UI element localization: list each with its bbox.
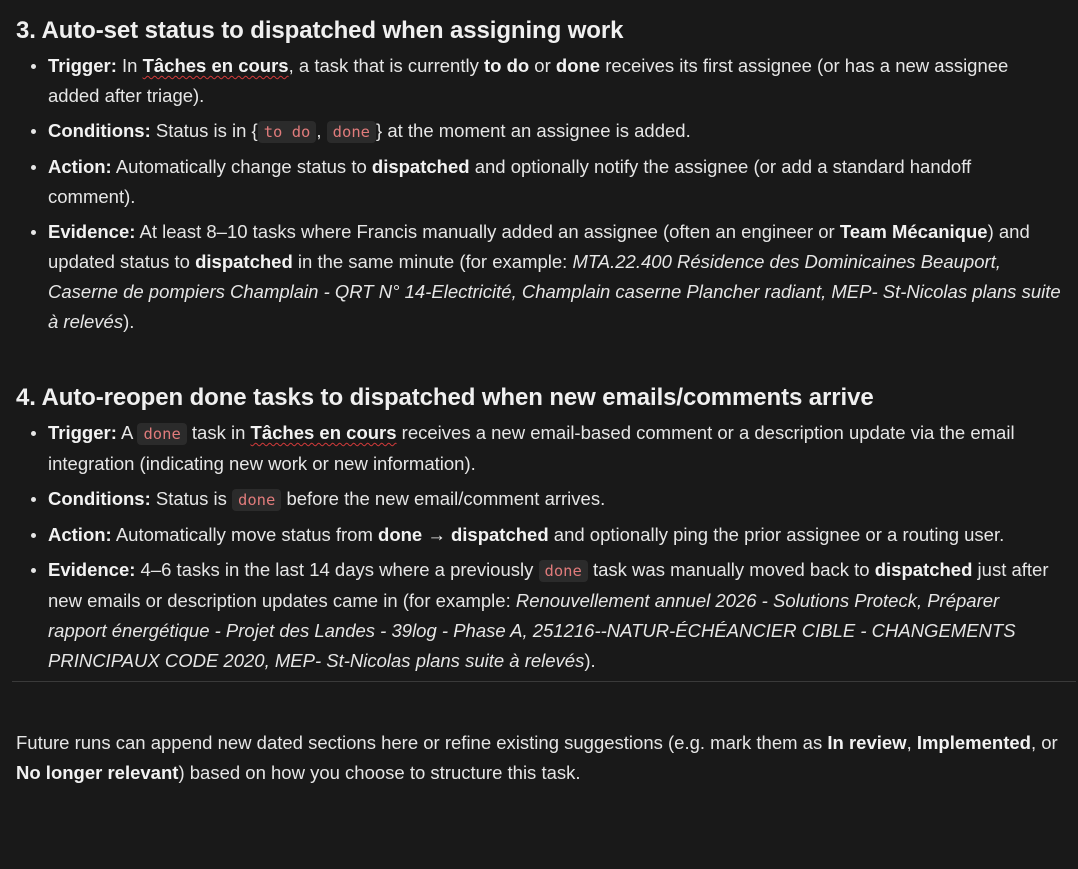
list-item-action: • Action: Automatically change status to dispatched and optionally notify the assignee (or add a standard handoff comment). (48, 152, 1062, 212)
example-tasks: MTA.22.400 Résidence des Dominicaines Beauport, Caserne de pompiers Champlain - QRT N° 14-Electricité, Champlain caserne Plancher radiant, MEP- St-Nicolas plans suite à relevés (48, 251, 1061, 332)
footer-note: Future runs can append new dated sections here or refine existing suggestions (e.g. mark them as In review, Implemented, or No longer relevant) based on how you choose to structure this task. (16, 732, 1058, 783)
status-code-done: done (539, 560, 588, 582)
list-name: Tâches en cours (142, 55, 289, 76)
item-label: Conditions: (48, 120, 151, 141)
list-item-conditions: • Conditions: Status is done before the new email/comment arrives. (48, 484, 1062, 515)
item-label: Evidence: (48, 559, 136, 580)
list-name: Tâches en cours (250, 422, 397, 443)
bullet-list (16, 51, 1062, 337)
status-dispatched: dispatched (371, 156, 470, 177)
status-done: done (555, 55, 601, 76)
status-to-do: to do (483, 55, 530, 76)
example-tasks: Renouvellement annuel 2026 - Solutions Proteck, Préparer rapport énergétique - Projet des Landes - 39log - Phase A, 251216--NATUR-ÉCHÉANCIER CIBLE - CHANGEMENTS PRINCIPAUX CODE 2020, MEP- St-Nicolas plans suite à relevés (48, 590, 1016, 671)
section-heading: 4. Auto-reopen done tasks to dispatched when new emails/comments arrive (16, 384, 874, 411)
item-label: Evidence: (48, 221, 136, 242)
item-label: Action: (48, 156, 112, 177)
status-in-review: In review (827, 732, 907, 753)
bullet-list (16, 418, 1062, 676)
item-label: Conditions: (48, 488, 151, 509)
status-no-longer-relevant: No longer relevant (16, 762, 179, 783)
status-implemented: Implemented (916, 732, 1031, 753)
status-code-done: done (232, 489, 281, 511)
team-name: Team Mécanique (839, 221, 988, 242)
section-auto-reopen-done (16, 381, 1062, 676)
list-item-evidence: • Evidence: 4–6 tasks in the last 14 days where a previously done task was manually moved back to dispatched just after new emails or description updates came in (for example: Renouvellement annuel 2026 - Solutions Proteck, Préparer rapport énergétique - Projet des Landes - 39log - Phase A, 251216--NATUR-ÉCHÉANCIER CIBLE - CHANGEMENTS PRINCIPAUX CODE 2020, MEP- St-Nicolas plans suite à relevés). (48, 555, 1062, 676)
status-transition: done → dispatched (378, 524, 549, 545)
list-item-conditions: • Conditions: Status is in { to do , done } at the moment an assignee is added. (48, 116, 1062, 147)
list-item-evidence: • Evidence: At least 8–10 tasks where Francis manually added an assignee (often an engineer or Team Mécanique) and updated status to dispatched in the same minute (for example: MTA.22.400 Résidence des Dominicaines Beauport, Caserne de pompiers Champlain - QRT N° 14-Electricité, Champlain caserne Plancher radiant, MEP- St-Nicolas plans suite à relevés). (48, 217, 1062, 337)
status-dispatched: dispatched (195, 251, 293, 272)
status-code-done: done (137, 423, 186, 445)
section-heading: 3. Auto-set status to dispatched when assigning work (16, 17, 624, 44)
list-item-action: • Action: Automatically move status from done → dispatched and optionally ping the prior assignee or a routing user. (48, 520, 1062, 550)
section-auto-set-dispatched (16, 14, 1062, 337)
item-label: Trigger: (48, 55, 117, 76)
list-item-trigger: • Trigger: In Tâches en cours, a task that is currently to do or done receives its first assignee (or has a new assignee added after triage). (48, 51, 1062, 111)
divider (12, 681, 1076, 682)
status-code-done: done (327, 121, 376, 143)
status-dispatched: dispatched (874, 559, 973, 580)
list-item-trigger: • Trigger: A done task in Tâches en cours receives a new email-based comment or a description update via the email integration (indicating new work or new information). (48, 418, 1062, 479)
item-label: Trigger: (48, 422, 117, 443)
status-code-to-do: to do (258, 121, 317, 143)
item-label: Action: (48, 524, 112, 545)
